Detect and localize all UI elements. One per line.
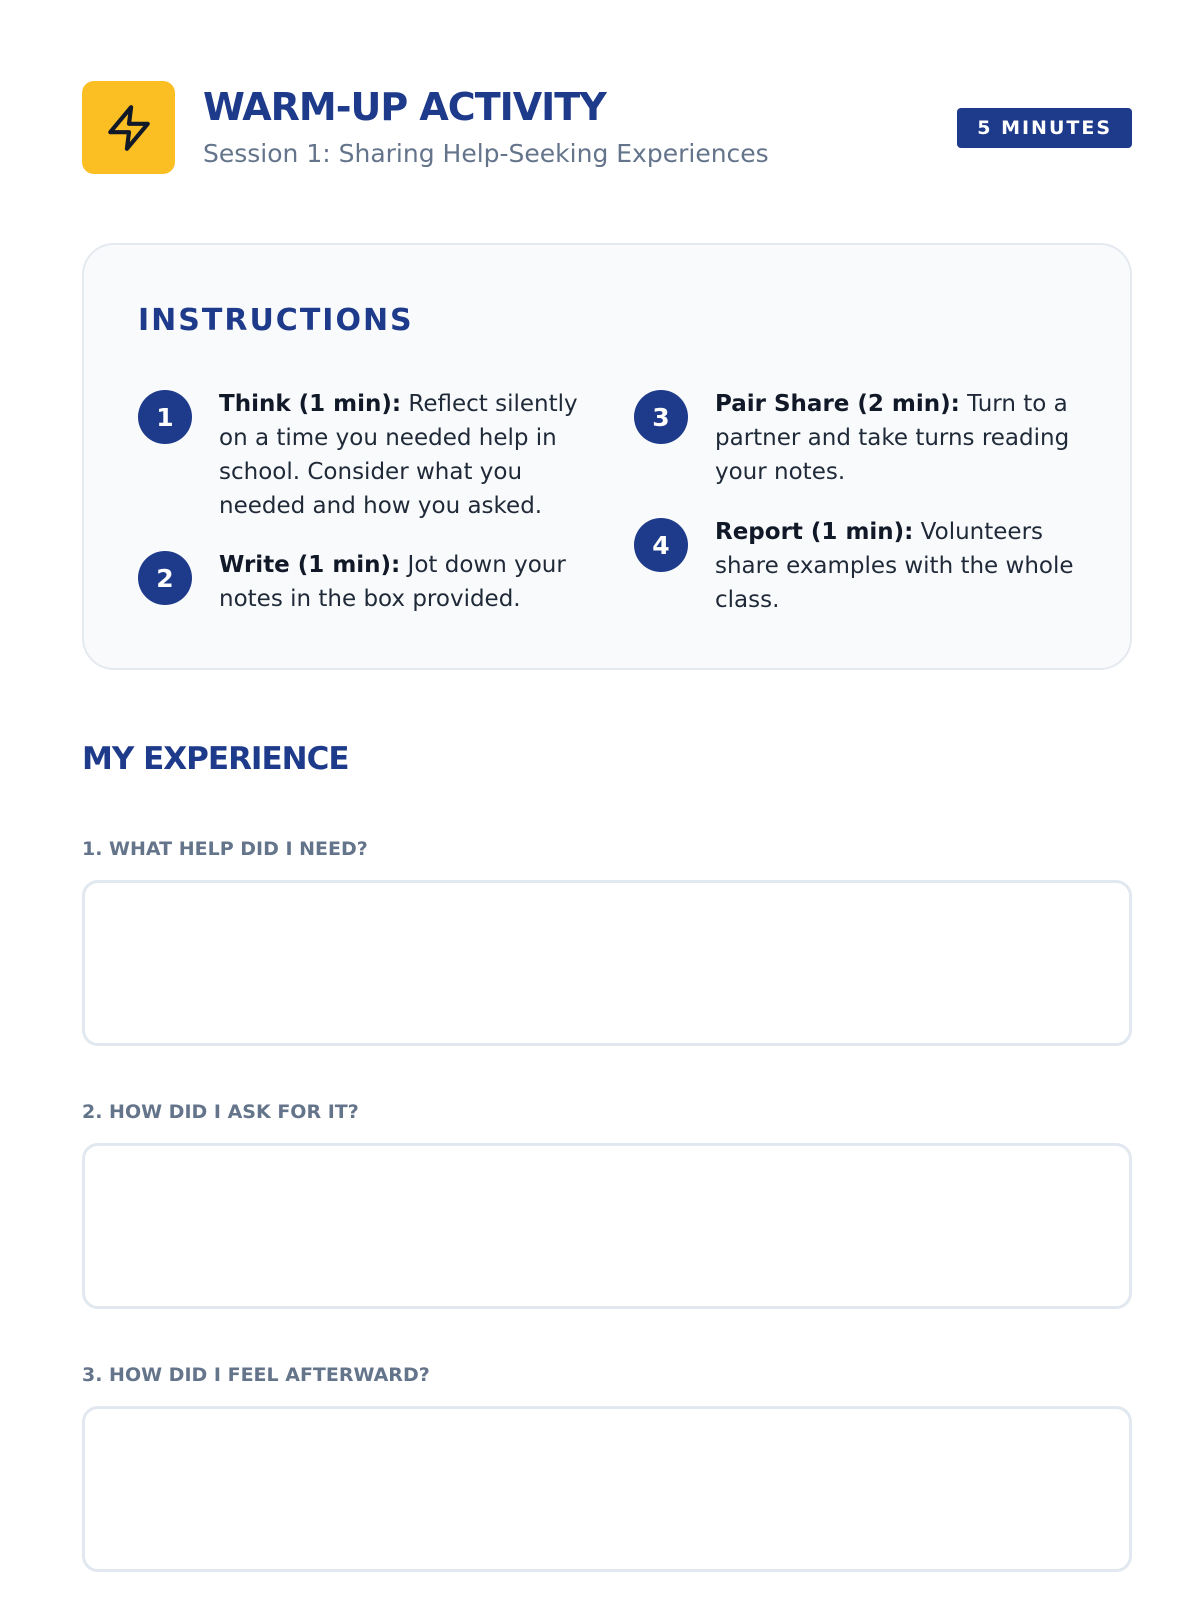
step-text: [715, 515, 1087, 617]
page-subtitle: Session 1: Sharing Help-Seeking Experiences: [203, 139, 769, 168]
answer-box-feeling-afterward[interactable]: [82, 1406, 1132, 1572]
answer-box-how-asked[interactable]: [82, 1143, 1132, 1309]
step-text: [219, 387, 591, 523]
answer-box-help-needed[interactable]: [82, 880, 1132, 1046]
step-description: Reflect silently on a time you needed help in school. Consider what you needed and how you asked.: [219, 391, 578, 519]
step-label: Write (1 min):: [219, 552, 401, 578]
step-number: 1: [138, 390, 192, 444]
step-description: Volunteers share examples with the whole class.: [715, 519, 1074, 613]
instructions-card: [82, 243, 1132, 670]
page-title: WARM-UP ACTIVITY: [203, 85, 606, 129]
step-label: Pair Share (2 min):: [715, 391, 960, 417]
question-label-feeling-afterward: 3. HOW DID I FEEL AFTERWARD?: [82, 1364, 430, 1386]
step-number: 3: [634, 390, 688, 444]
step-number: 4: [634, 518, 688, 572]
step-text: [715, 387, 1087, 489]
step-number: 2: [138, 551, 192, 605]
step-description: Jot down your notes in the box provided.: [219, 552, 566, 612]
lightning-bolt-icon: [82, 81, 175, 174]
duration-badge: 5 MINUTES: [957, 108, 1132, 148]
question-label-help-needed: 1. WHAT HELP DID I NEED?: [82, 838, 368, 860]
question-label-how-asked: 2. HOW DID I ASK FOR IT?: [82, 1101, 359, 1123]
step-label: Report (1 min):: [715, 519, 914, 545]
activity-header: [82, 81, 1132, 175]
instructions-heading: INSTRUCTIONS: [138, 303, 414, 338]
my-experience-heading: MY EXPERIENCE: [82, 741, 349, 777]
step-text: [219, 548, 591, 616]
step-description: Turn to a partner and take turns reading your notes.: [715, 391, 1070, 485]
step-label: Think (1 min):: [219, 391, 402, 417]
